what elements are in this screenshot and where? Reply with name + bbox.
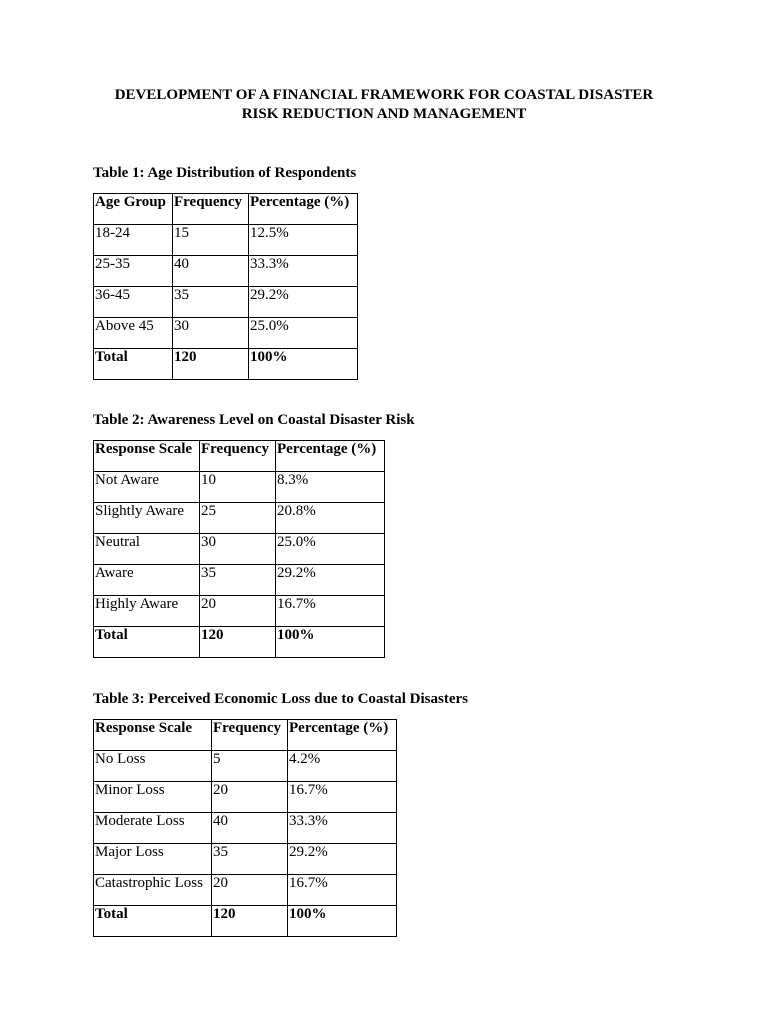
- table-1-block: [93, 164, 358, 380]
- table-cell: 29.2%: [249, 287, 358, 318]
- table-total-row: [94, 627, 385, 658]
- table-cell: 120: [173, 349, 249, 380]
- table-cell: 18-24: [94, 225, 173, 256]
- table-cell: Total: [94, 627, 200, 658]
- table-2-block: [93, 411, 415, 658]
- table-cell: 29.2%: [288, 844, 397, 875]
- table-row: [94, 813, 397, 844]
- table-3-economic-loss: [93, 719, 397, 937]
- table-header-row: [94, 194, 358, 225]
- column-header: Frequency: [200, 441, 276, 472]
- column-header: Age Group: [94, 194, 173, 225]
- table-row: [94, 225, 358, 256]
- column-header: Frequency: [173, 194, 249, 225]
- table-cell: 30: [173, 318, 249, 349]
- column-header: Percentage (%): [288, 720, 397, 751]
- table-1-caption: Table 1: Age Distribution of Respondents: [93, 165, 357, 181]
- table-cell: Neutral: [94, 534, 200, 565]
- table-cell: 5: [212, 751, 288, 782]
- table-cell: 16.7%: [276, 596, 385, 627]
- table-2-awareness-level: [93, 440, 385, 658]
- table-cell: 36-45: [94, 287, 173, 318]
- table-row: [94, 565, 385, 596]
- table-cell: 29.2%: [276, 565, 385, 596]
- table-row: [94, 287, 358, 318]
- table-cell: Above 45: [94, 318, 173, 349]
- table-cell: 40: [212, 813, 288, 844]
- document-title-line-2: RISK REDUCTION AND MANAGEMENT: [241, 106, 527, 122]
- column-header: Percentage (%): [249, 194, 358, 225]
- table-cell: Slightly Aware: [94, 503, 200, 534]
- table-cell: No Loss: [94, 751, 212, 782]
- table-row: [94, 596, 385, 627]
- table-row: [94, 875, 397, 906]
- table-header-row: [94, 441, 385, 472]
- table-cell: Highly Aware: [94, 596, 200, 627]
- column-header: Percentage (%): [276, 441, 385, 472]
- table-row: [94, 503, 385, 534]
- table-cell: 33.3%: [249, 256, 358, 287]
- table-cell: 120: [200, 627, 276, 658]
- table-cell: 40: [173, 256, 249, 287]
- document-title-line-1: DEVELOPMENT OF A FINANCIAL FRAMEWORK FOR COASTAL DISASTER: [114, 87, 654, 103]
- table-3-block: [93, 690, 468, 937]
- table-cell: 25.0%: [276, 534, 385, 565]
- table-cell: 12.5%: [249, 225, 358, 256]
- table-cell: Minor Loss: [94, 782, 212, 813]
- table-total-row: [94, 349, 358, 380]
- table-cell: 120: [212, 906, 288, 937]
- table-cell: Catastrophic Loss: [94, 875, 212, 906]
- table-cell: Not Aware: [94, 472, 200, 503]
- table-cell: 20.8%: [276, 503, 385, 534]
- table-row: [94, 318, 358, 349]
- table-cell: 100%: [288, 906, 397, 937]
- column-header: Frequency: [212, 720, 288, 751]
- table-cell: 20: [212, 875, 288, 906]
- table-cell: 20: [200, 596, 276, 627]
- table-cell: Major Loss: [94, 844, 212, 875]
- table-row: [94, 534, 385, 565]
- document-title: [0, 86, 768, 124]
- column-header: Response Scale: [94, 441, 200, 472]
- table-cell: Moderate Loss: [94, 813, 212, 844]
- table-cell: 16.7%: [288, 875, 397, 906]
- table-cell: 100%: [276, 627, 385, 658]
- table-cell: 16.7%: [288, 782, 397, 813]
- table-row: [94, 472, 385, 503]
- table-row: [94, 844, 397, 875]
- table-cell: 15: [173, 225, 249, 256]
- table-row: [94, 256, 358, 287]
- table-cell: Aware: [94, 565, 200, 596]
- table-cell: 30: [200, 534, 276, 565]
- table-cell: 8.3%: [276, 472, 385, 503]
- table-cell: 20: [212, 782, 288, 813]
- table-cell: Total: [94, 349, 173, 380]
- table-cell: 35: [200, 565, 276, 596]
- table-cell: 25.0%: [249, 318, 358, 349]
- table-cell: 4.2%: [288, 751, 397, 782]
- column-header: Response Scale: [94, 720, 212, 751]
- table-cell: 33.3%: [288, 813, 397, 844]
- table-row: [94, 751, 397, 782]
- table-cell: 35: [173, 287, 249, 318]
- table-cell: Total: [94, 906, 212, 937]
- table-header-row: [94, 720, 397, 751]
- table-cell: 10: [200, 472, 276, 503]
- table-row: [94, 782, 397, 813]
- table-cell: 100%: [249, 349, 358, 380]
- table-3-caption: Table 3: Perceived Economic Loss due to Coastal Disasters: [93, 691, 468, 707]
- table-1-age-distribution: [93, 193, 358, 380]
- table-cell: 25-35: [94, 256, 173, 287]
- table-cell: 35: [212, 844, 288, 875]
- table-2-caption: Table 2: Awareness Level on Coastal Disaster Risk: [93, 412, 415, 428]
- table-cell: 25: [200, 503, 276, 534]
- table-total-row: [94, 906, 397, 937]
